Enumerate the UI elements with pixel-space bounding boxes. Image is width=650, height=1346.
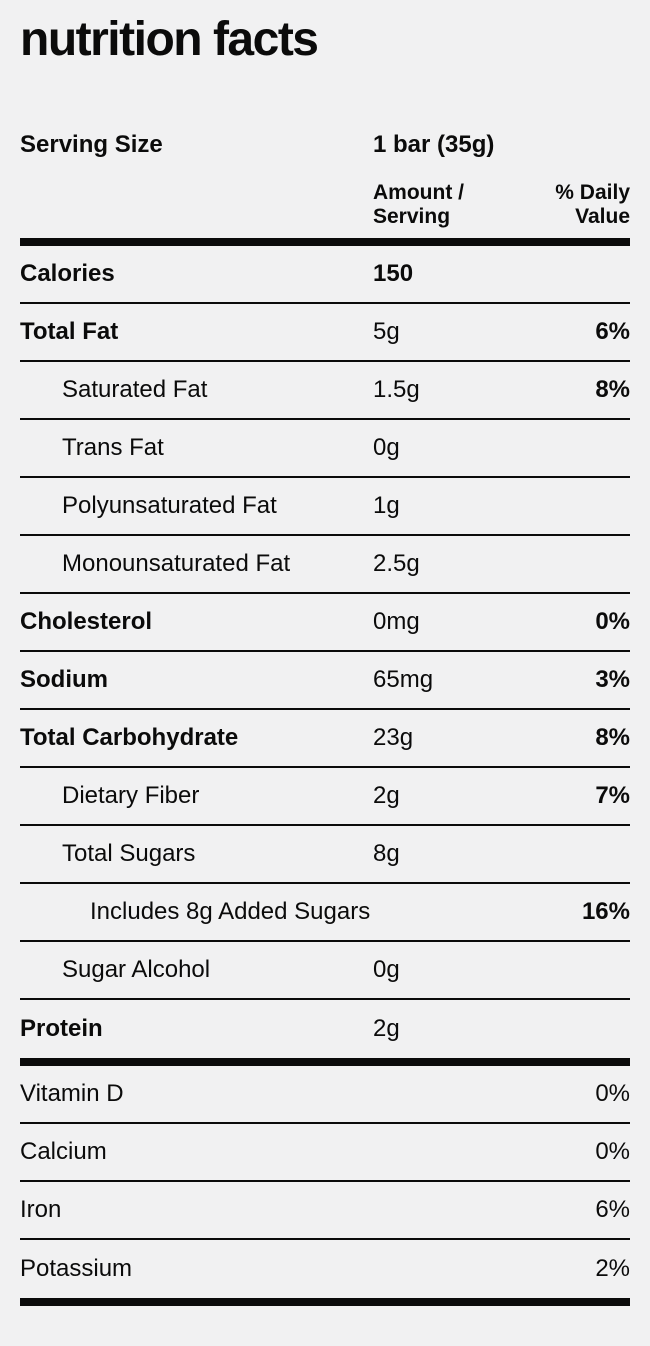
- nutrient-label: Includes 8g Added Sugars: [90, 897, 371, 925]
- nutrient-row-protein: [20, 1000, 630, 1058]
- nutrient-daily-value: 8%: [595, 375, 630, 403]
- micronutrient-row-potassium: [20, 1240, 630, 1298]
- nutrient-amount: 150: [373, 259, 414, 287]
- micronutrient-row-iron: [20, 1182, 630, 1240]
- nutrient-label: Total Fat: [20, 317, 119, 345]
- micronutrient-daily-value: 6%: [595, 1195, 630, 1223]
- nutrient-daily-value: 3%: [595, 665, 630, 693]
- nutrient-row-sugar-alcohol: [20, 942, 630, 1000]
- micronutrient-daily-value: 0%: [595, 1137, 630, 1165]
- micronutrient-row-calcium: [20, 1124, 630, 1182]
- nutrient-row-total-carbohydrate: [20, 710, 630, 768]
- nutrient-label: Protein: [20, 1014, 103, 1042]
- nutrient-amount: 0g: [373, 433, 400, 461]
- nutrient-row-dietary-fiber: [20, 768, 630, 826]
- nutrient-table: [20, 238, 630, 1066]
- nutrient-amount: 2g: [373, 1014, 400, 1042]
- nutrient-amount: 1g: [373, 491, 400, 519]
- nutrient-label: Monounsaturated Fat: [62, 549, 291, 577]
- nutrient-row-saturated-fat: [20, 362, 630, 420]
- nutrient-row-cholesterol: [20, 594, 630, 652]
- nutrient-daily-value: 6%: [595, 317, 630, 345]
- serving-size-row: [20, 131, 630, 160]
- nutrient-label: Calories: [20, 259, 115, 287]
- nutrient-amount: 2.5g: [373, 549, 420, 577]
- nutrient-row-monounsaturated-fat: [20, 536, 630, 594]
- nutrient-amount: 2g: [373, 781, 400, 809]
- nutrient-label: Trans Fat: [62, 433, 164, 461]
- micronutrient-label: Vitamin D: [20, 1079, 124, 1107]
- nutrient-label: Saturated Fat: [62, 375, 208, 403]
- page-title: nutrition facts: [20, 13, 318, 66]
- nutrient-daily-value: 0%: [595, 607, 630, 635]
- nutrient-amount: 5g: [373, 317, 400, 345]
- serving-size-label: Serving Size: [20, 130, 163, 158]
- micronutrient-row-vitamin-d: [20, 1066, 630, 1124]
- daily-value-header: % Daily Value: [555, 180, 630, 228]
- nutrient-label: Total Sugars: [62, 839, 196, 867]
- nutrient-daily-value: 7%: [595, 781, 630, 809]
- nutrient-row-total-sugars: [20, 826, 630, 884]
- nutrient-daily-value: 8%: [595, 723, 630, 751]
- micronutrient-label: Calcium: [20, 1137, 107, 1165]
- nutrient-label: Dietary Fiber: [62, 781, 200, 809]
- nutrient-row-calories: [20, 246, 630, 304]
- micronutrient-label: Iron: [20, 1195, 62, 1223]
- nutrient-label: Cholesterol: [20, 607, 153, 635]
- nutrient-label: Sugar Alcohol: [62, 955, 211, 983]
- micronutrient-daily-value: 0%: [595, 1079, 630, 1107]
- micronutrient-label: Potassium: [20, 1254, 133, 1282]
- amount-per-serving-header: Amount / Serving: [373, 180, 464, 228]
- nutrient-amount: 8g: [373, 839, 400, 867]
- nutrient-row-added-sugars: [20, 884, 630, 942]
- micronutrient-table: [20, 1066, 630, 1306]
- nutrient-label: Sodium: [20, 665, 108, 693]
- nutrient-amount: 65mg: [373, 665, 434, 693]
- nutrient-amount: 23g: [373, 723, 414, 751]
- nutrient-row-polyunsaturated-fat: [20, 478, 630, 536]
- nutrient-amount: 1.5g: [373, 375, 420, 403]
- column-headers: [20, 181, 630, 229]
- micronutrient-daily-value: 2%: [595, 1254, 630, 1282]
- nutrient-amount: 0mg: [373, 607, 420, 635]
- nutrient-daily-value: 16%: [581, 897, 630, 925]
- nutrient-amount: 0g: [373, 955, 400, 983]
- nutrient-row-total-fat: [20, 304, 630, 362]
- nutrient-label: Total Carbohydrate: [20, 723, 239, 751]
- serving-size-value: 1 bar (35g): [373, 130, 495, 158]
- nutrient-row-trans-fat: [20, 420, 630, 478]
- nutrient-label: Polyunsaturated Fat: [62, 491, 277, 519]
- nutrient-row-sodium: [20, 652, 630, 710]
